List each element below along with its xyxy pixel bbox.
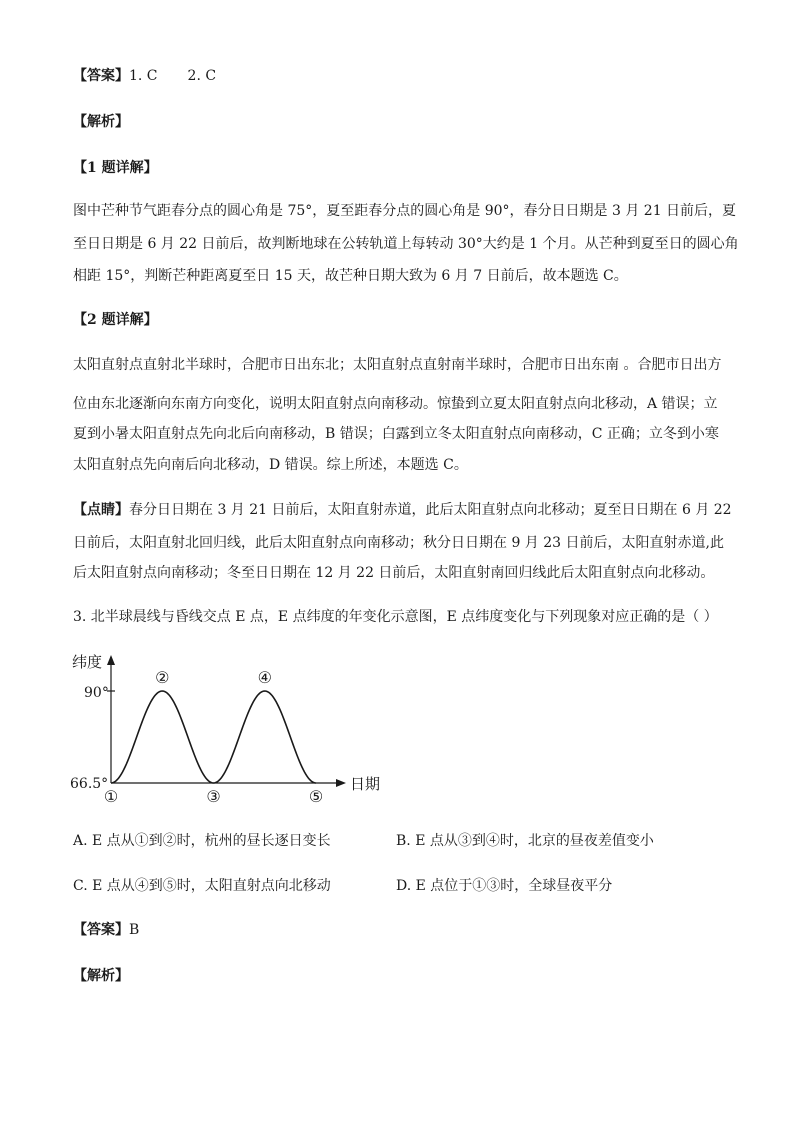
answer-line-q12 <box>73 66 216 86</box>
marker-label-5: ⑤ <box>308 787 324 805</box>
marker-label-2: ② <box>155 668 170 687</box>
detail2-label: 【2 题详解】 <box>73 312 158 328</box>
tip-line-3: 后太阳直射点向南移动；冬至日日期在 12 月 22 日前后，太阳直射南回归线此后太阳直射点向北移动。 <box>73 565 715 581</box>
answer-label: 【答案】 <box>73 68 129 84</box>
q3-analysis-label: 【解析】 <box>73 968 129 984</box>
tip-text-1: 春分日日期在 3 月 21 日前后，太阳直射赤道，此后太阳直射点向北移动；夏至日日期在 6 月 22 <box>129 502 732 518</box>
y-tick-label-90: 90° <box>84 685 109 701</box>
q3-option-b: B. E 点从③到④时，北京的昼夜差值变小 <box>396 833 654 849</box>
tip-line-2: 日前后，太阳直射北回归线，此后太阳直射点向南移动；秋分日日期在 9 月 23 日前后，太阳直射赤道,此 <box>73 535 724 551</box>
q3-answer-label: 【答案】 <box>73 922 129 938</box>
x-axis-arrow <box>336 779 346 787</box>
q3-option-c: C. E 点从④到⑤时，太阳直射点向北移动 <box>73 878 331 894</box>
answer-2: 2. C <box>187 68 217 84</box>
detail1-line-2: 至日日期是 6 月 22 日前后，故判断地球在公转轨道上每转动 30°大约是 1 个月。从芒种到夏至日的圆心角 <box>73 236 739 252</box>
tip-label: 【点睛】 <box>73 502 129 518</box>
detail2-line-2: 位由东北逐渐向东南方向变化，说明太阳直射点向南移动。惊蛰到立夏太阳直射点向北移动，A 错误；立 <box>73 396 718 412</box>
detail1-line-1: 图中芒种节气距春分点的圆心角是 75°，夏至距春分点的圆心角是 90°，春分日日期是 3 月 21 日前后，夏 <box>73 203 737 219</box>
q3-answer-line <box>73 920 139 940</box>
x-axis-label: 日期 <box>350 775 381 793</box>
q3-stem: 3. 北半球晨线与昏线交点 E 点，E 点纬度的年变化示意图，E 点纬度变化与下列现象对应正确的是（ ） <box>73 609 718 625</box>
marker-label-4: ④ <box>257 668 272 687</box>
marker-label-1: ① <box>103 787 119 805</box>
detail1-line-3: 相距 15°，判断芒种距离夏至日 15 天，故芒种日期大致为 6 月 7 日前后，故本题选 C。 <box>73 268 628 284</box>
analysis-label-q12: 【解析】 <box>73 114 129 130</box>
y-tick-label-66-5: 66.5° <box>70 776 109 792</box>
detail1-label: 【1 题详解】 <box>73 160 158 176</box>
detail2-line-1: 太阳直射点直射北半球时，合肥市日出东北；太阳直射点直射南半球时，合肥市日出东南 。合肥市日出方 <box>73 357 722 373</box>
q3-option-d: D. E 点位于①③时，全球昼夜平分 <box>396 878 613 894</box>
answer-1: 1. C <box>129 68 158 84</box>
detail2-line-4: 太阳直射点先向南后向北移动，D 错误。综上所述，本题选 C。 <box>73 457 468 473</box>
tip-line-1 <box>73 500 732 520</box>
q3-answer: B <box>129 922 140 938</box>
y-axis-arrow <box>107 655 115 665</box>
y-axis-label: 纬度 <box>72 653 103 671</box>
q3-option-a: A. E 点从①到②时，杭州的昼长逐日变长 <box>73 833 331 849</box>
marker-label-3: ③ <box>206 787 221 805</box>
latitude-chart <box>70 645 390 805</box>
latitude-curve <box>111 691 316 783</box>
detail2-line-3: 夏到小暑太阳直射点先向北后向南移动，B 错误；白露到立冬太阳直射点向南移动，C 正确；立冬到小寒 <box>73 426 719 442</box>
